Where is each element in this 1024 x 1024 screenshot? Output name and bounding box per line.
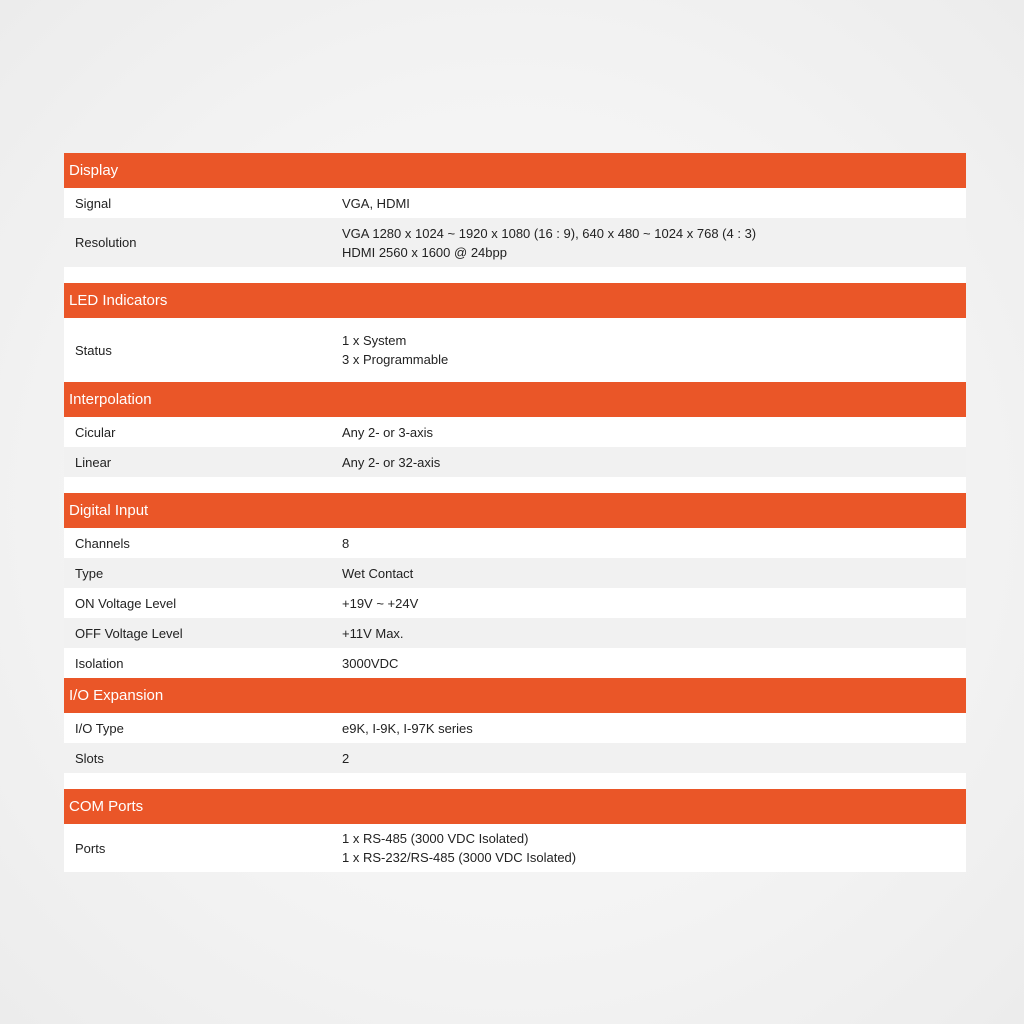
spec-row-type xyxy=(64,558,966,588)
spec-value-line: 3 x Programmable xyxy=(342,352,449,367)
spec-value: +19V ~ +24V xyxy=(342,595,419,611)
spec-value xyxy=(342,331,966,369)
spec-label: Status xyxy=(75,342,112,358)
spec-value xyxy=(342,224,966,262)
section-header-led-indicators: LED Indicators xyxy=(64,283,966,318)
spec-row-status xyxy=(64,318,966,382)
spec-label: Linear xyxy=(75,454,112,470)
spec-row-off-voltage-level xyxy=(64,618,966,648)
spec-row-ports xyxy=(64,824,966,872)
spec-row-on-voltage-level xyxy=(64,588,966,618)
spec-value: 8 xyxy=(342,535,350,551)
section-header-display: Display xyxy=(64,153,966,188)
spec-row-channels xyxy=(64,528,966,558)
spec-value: Any 2- or 32-axis xyxy=(342,454,441,470)
spec-label: ON Voltage Level xyxy=(75,595,177,611)
spec-value-line: HDMI 2560 x 1600 @ 24bpp xyxy=(342,244,507,260)
spec-label: Slots xyxy=(75,750,104,766)
spec-value-line: 1 x RS-485 (3000 VDC Isolated) xyxy=(342,831,529,846)
spec-row-resolution xyxy=(64,218,966,267)
section-spacer xyxy=(64,477,966,493)
spec-label: Signal xyxy=(75,195,112,211)
section-header-com-ports: COM Ports xyxy=(64,789,966,824)
section-spacer xyxy=(64,267,966,283)
spec-sheet xyxy=(64,153,966,872)
spec-row-slots xyxy=(64,743,966,773)
spec-label: Channels xyxy=(75,535,130,551)
spec-value: VGA, HDMI xyxy=(342,195,410,211)
spec-value: 2 xyxy=(342,750,350,766)
spec-row-io-type xyxy=(64,713,966,743)
spec-value: Wet Contact xyxy=(342,565,414,581)
section-spacer xyxy=(64,773,966,789)
spec-row-signal xyxy=(64,188,966,218)
spec-label: Isolation xyxy=(75,655,124,671)
spec-value-line: VGA 1280 x 1024 ~ 1920 x 1080 (16 : 9), 640 x 480 ~ 1024 x 768 (4 : 3) xyxy=(342,225,757,241)
spec-value: +11V Max. xyxy=(342,625,404,641)
spec-label: OFF Voltage Level xyxy=(75,625,183,641)
spec-label: Type xyxy=(75,565,104,581)
spec-value: Any 2- or 3-axis xyxy=(342,424,434,440)
spec-value xyxy=(342,829,966,867)
spec-row-linear xyxy=(64,447,966,477)
spec-value: 3000VDC xyxy=(342,655,399,671)
spec-label: Ports xyxy=(75,840,106,856)
section-header-digital-input: Digital Input xyxy=(64,493,966,528)
spec-label: I/O Type xyxy=(75,720,124,736)
spec-value-line: 1 x RS-232/RS-485 (3000 VDC Isolated) xyxy=(342,850,577,865)
spec-label: Resolution xyxy=(75,235,137,250)
spec-row-isolation xyxy=(64,648,966,678)
spec-value-line: 1 x System xyxy=(342,333,407,348)
spec-row-cicular xyxy=(64,417,966,447)
spec-label: Cicular xyxy=(75,424,116,440)
section-header-io-expansion: I/O Expansion xyxy=(64,678,966,713)
spec-value: e9K, I-9K, I-97K series xyxy=(342,720,473,736)
section-header-interpolation: Interpolation xyxy=(64,382,966,417)
